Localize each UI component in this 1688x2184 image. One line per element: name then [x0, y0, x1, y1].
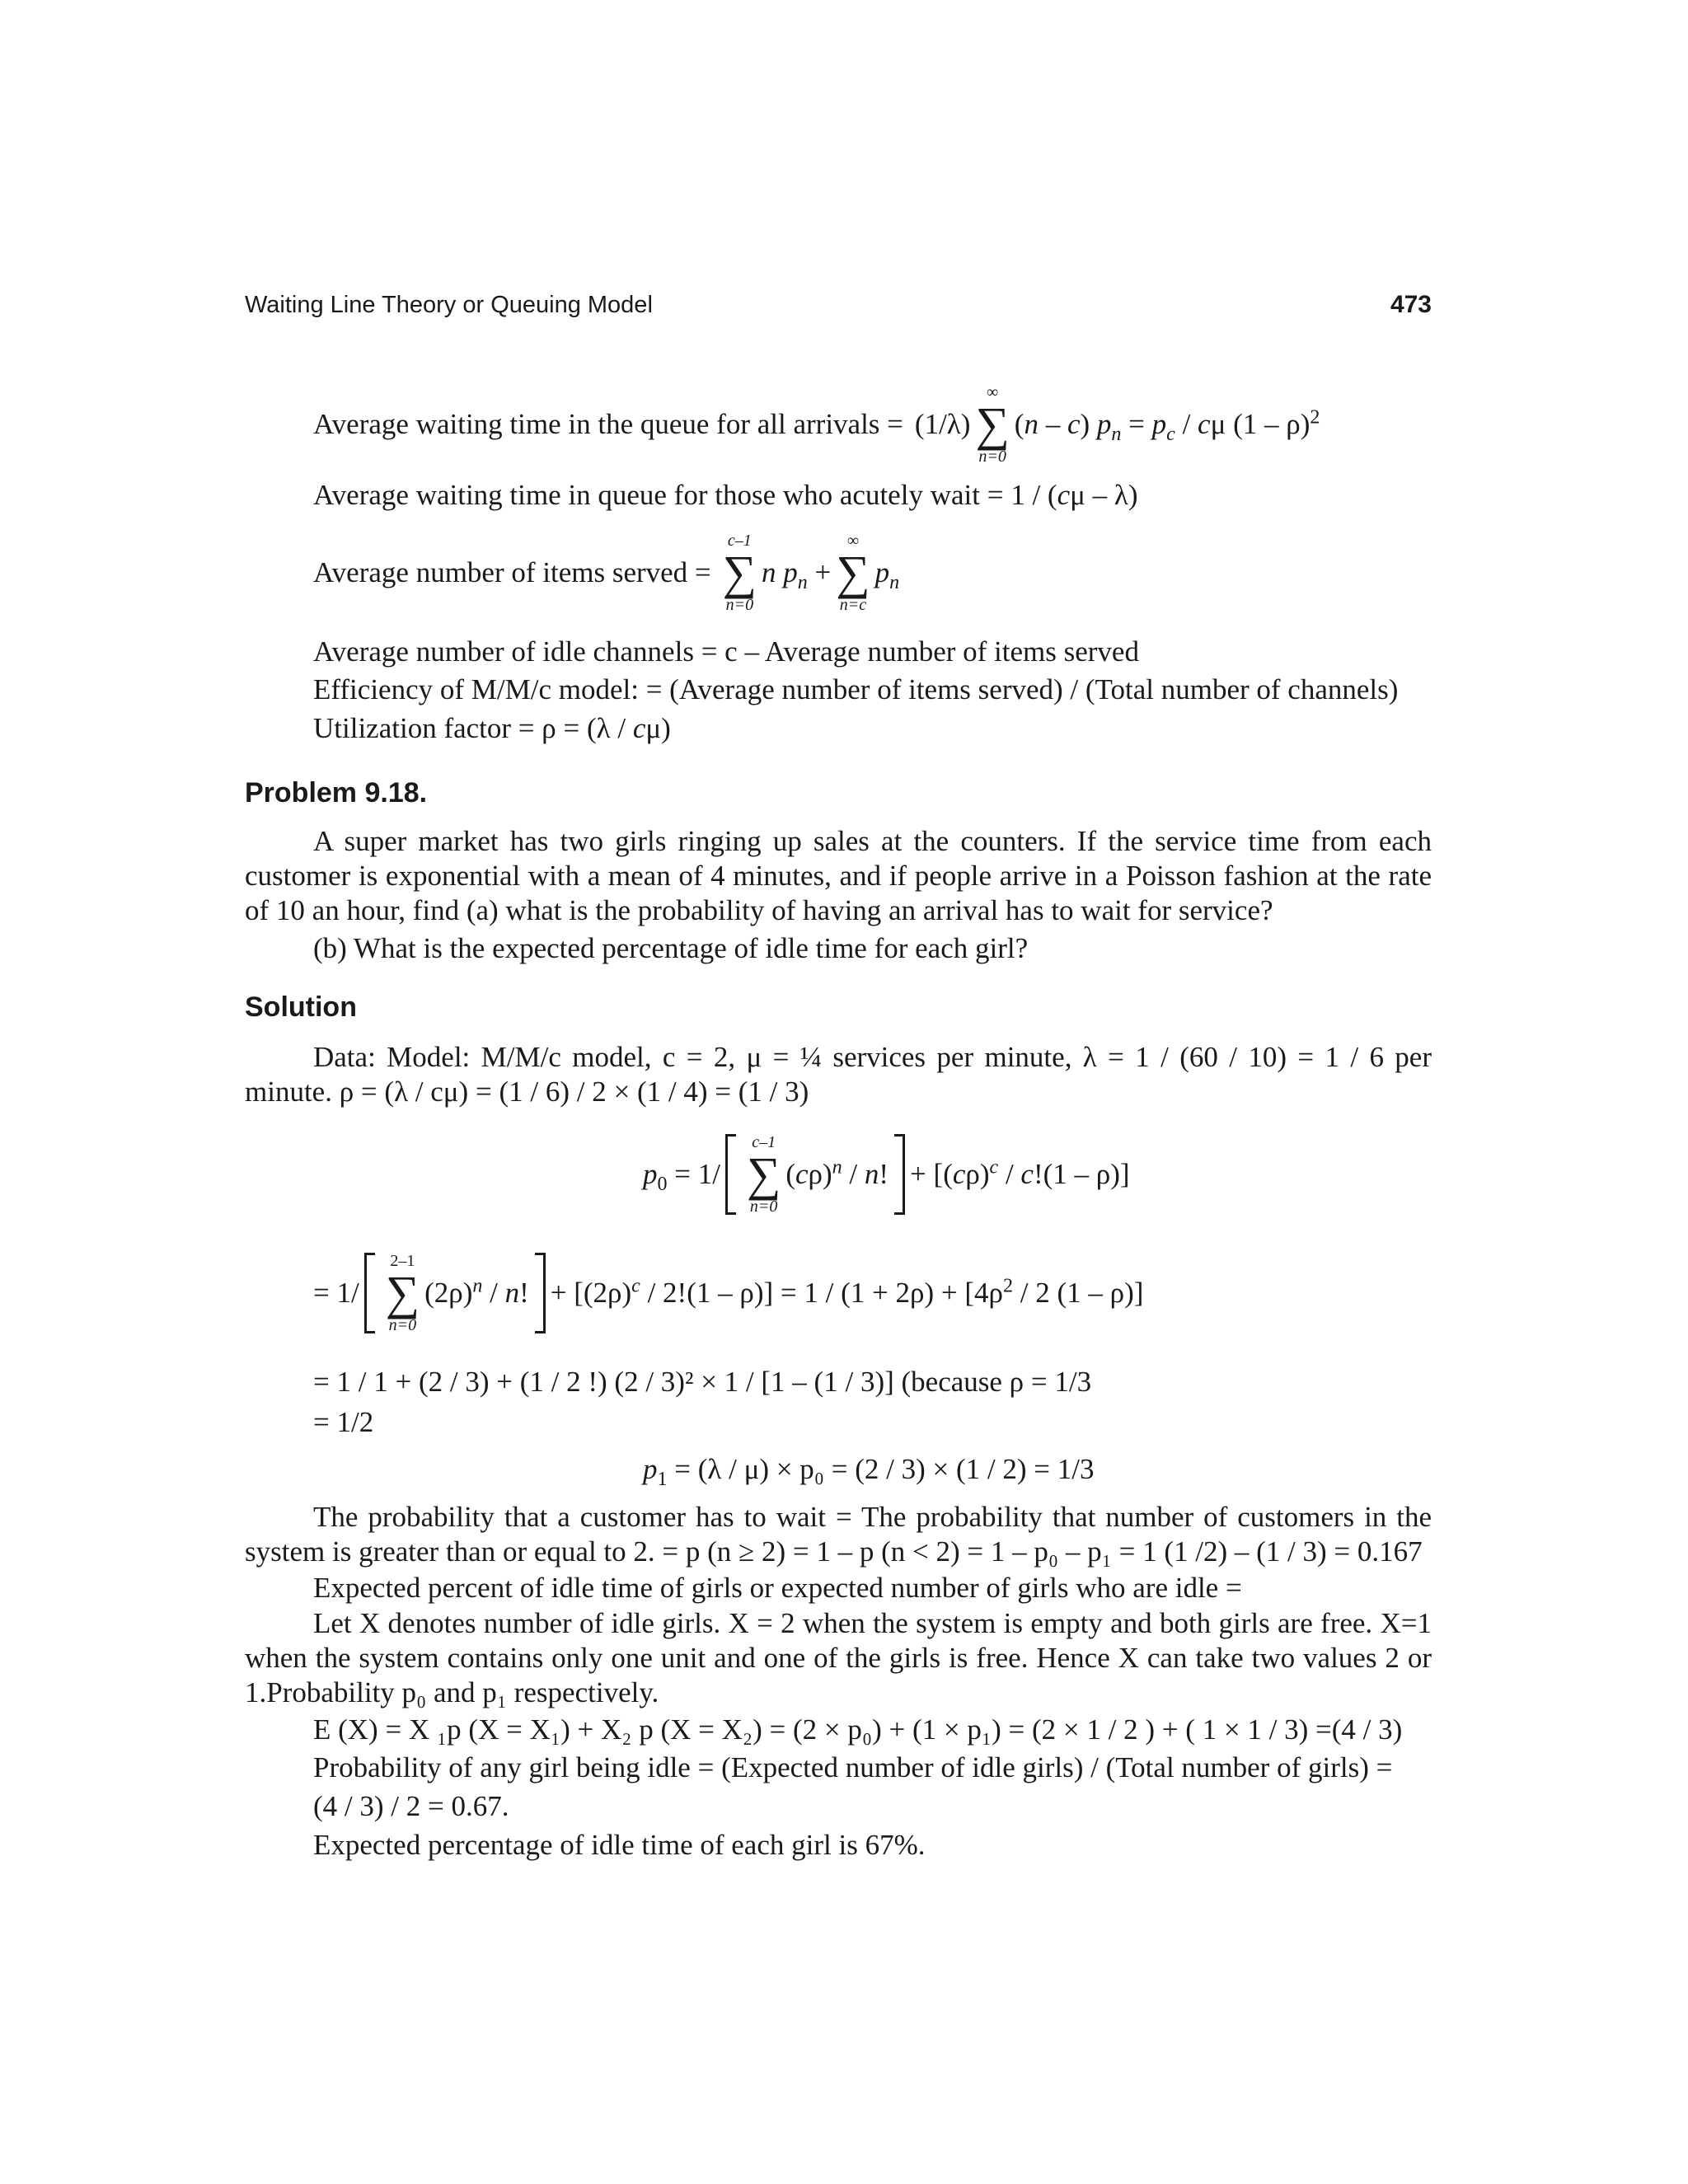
page-number: 473 [1390, 291, 1432, 318]
p1-formula: $p_1 = (\lambda / \mu) \times p_0 = (2 / 3) \times (1 / 2) = 1/3$ [643, 1453, 1095, 1490]
formula-idle-channels: Average number of idle channels = c – Average number of items served [313, 635, 1139, 668]
formula-efficiency: Efficiency of M/M/c model: = (Average number of items served) / (Total number of channels) [313, 673, 1399, 705]
idle-probability-result: (4 / 3) / 2 = 0.67. [313, 1790, 509, 1822]
p0-substituted: = 1/ 2–1 ∑ n=0 $(2\rho)^n$ / n! + $[(2\rho)^c / 2!(1 - \rho)] = 1 / (1 + 2\rho) + [4\rho^2 / 2$ (1 – ρ)] [313, 1252, 1144, 1334]
solution-heading: Solution [245, 991, 357, 1023]
formula-label: Average waiting time in queue for those who acutely wait = [313, 479, 1004, 511]
p0-step3: = 1 / 1 + (2 / 3) + (1 / 2 !) (2 / 3)² × 1 / [1 – (1 / 3)] (because ρ = 1/3 [313, 1366, 1092, 1398]
final-answer: Expected percentage of idle time of each girl is 67%. [313, 1829, 926, 1861]
formula-label: Utilization factor = [313, 712, 535, 744]
formula-avg-items-served: Average number of items served = c–1 ∑ n=0 n $p_n$ + ∞ ∑ n=c $p_n$ [313, 532, 900, 614]
p0-step4: = 1/2 [313, 1406, 374, 1438]
formula-utilization: Utilization factor = ρ = (λ / cμ) [313, 712, 671, 744]
formula-label: Average number of items served = [313, 556, 711, 588]
solution-data: Data: Model: M/M/c model, c = 2, μ = ¼ services per minute, λ = 1 / (60 / 10) = 1 / 6 per minute. ρ = (λ / cμ) = (1 / 6) / 2 × (1 / 4) = (1 / 3) [245, 1041, 1432, 1108]
formula-avg-wait-all: Average waiting time in the queue for all arrivals = (1/λ) ∞ ∑ n=0 (n – c) $p_n = p_c / c\mu$ (1 – ρ)$^2$ [313, 383, 1320, 466]
p1-equation: = (λ / μ) × p₀ = (2 / 3) × (1 / 2) = 1/3 [674, 1453, 1095, 1485]
formula-avg-wait-waiters: Average waiting time in queue for those who acutely wait = 1 / (cμ – λ) [313, 479, 1138, 511]
idle-probability-line: Probability of any girl being idle = (Expected number of idle girls) / (Total number of girls) = [313, 1751, 1393, 1783]
running-title: Waiting Line Theory or Queuing Model [245, 292, 653, 318]
p0-formula: $p_0 = 1/$ c–1 ∑ n=0 $(c\rho)^n$ / n! + $[(c\rho)^c / c!(1 - \rho)]$ [643, 1133, 1130, 1216]
problem-text: A super market has two girls ringing up sales at the counters. If the service time from each customer is exponential with a mean of 4 minutes, and if people arrive in a Poisson fashion at the rate of 10 an hour, find (a) what is the probability of having an arrival has to wait for service? [245, 825, 1432, 926]
problem-heading: Problem 9.18. [245, 777, 428, 808]
let-x-text: Let X denotes number of idle girls. X = 2 when the system is empty and both girls are free. X=1 when the system contains only one unit and one of the girls is free. Hence X can take two values 2 or 1.Probability p₀ and p₁ respectively. [245, 1607, 1432, 1708]
wait-probability-text: The probability that a customer has to wait = The probability that number of customers in the system is greater than or equal to 2. = p (n ≥ 2) = 1 – p (n < 2) = 1 – p₀ – p₁ = 1 (1 /2) – (1 / 3) = 0.167 [245, 1501, 1432, 1568]
problem-part-b: (b) What is the expected percentage of idle time for each girl? [313, 932, 1029, 964]
expected-idle-text: Expected percent of idle time of girls or expected number of girls who are idle = [313, 1572, 1242, 1604]
formula-label: Average waiting time in the queue for all arrivals = [313, 408, 903, 440]
expectation-equation: E (X) = X ₁p (X = X₁) + X₂ p (X = X₂) = (2 × p₀) + (1 × p₁) = (2 × 1 / 2 ) + ( 1 × 1 / 3) =(4 / 3) [313, 1713, 1403, 1746]
